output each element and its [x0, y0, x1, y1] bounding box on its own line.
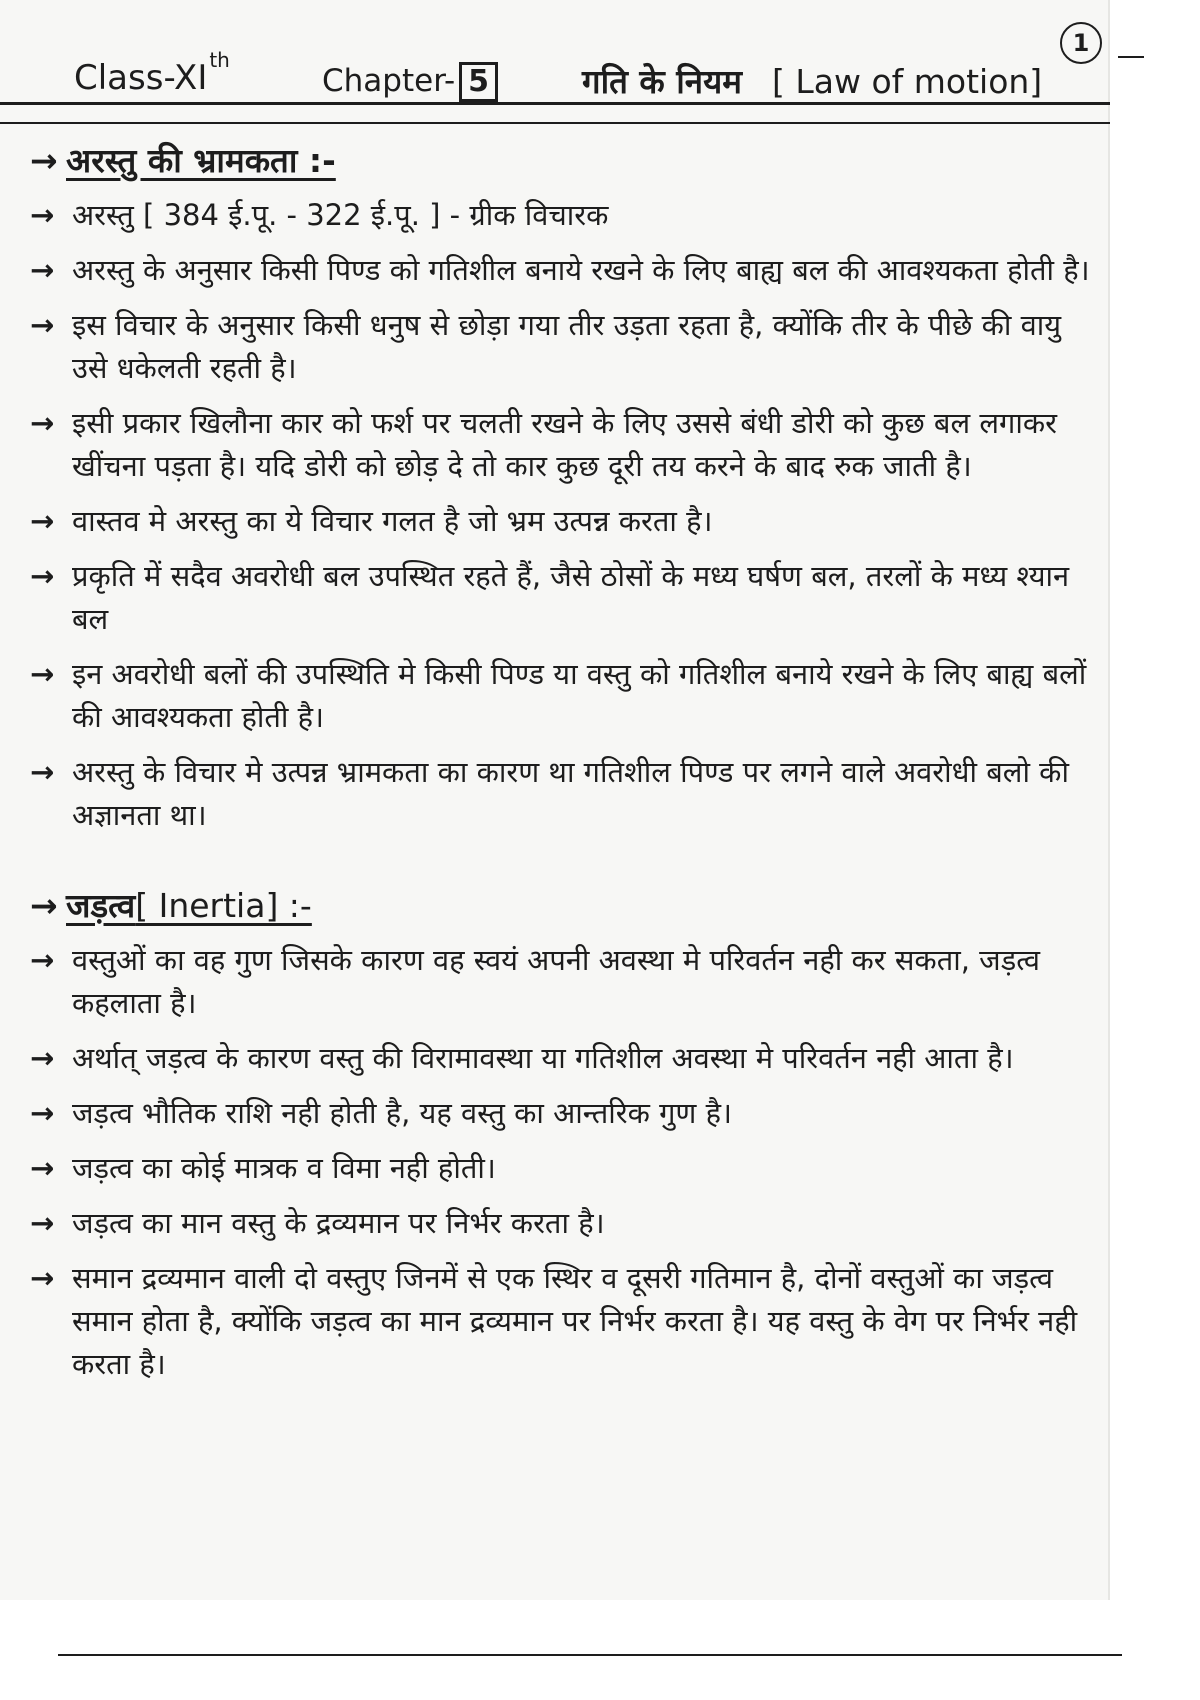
section-heading-text: अरस्तु की भ्रामकता :-: [66, 141, 336, 180]
arrow-icon: →: [30, 253, 55, 287]
list-item-text: जड़त्व भौतिक राशि नही होती है, यह वस्तु का आन्तरिक गुण है।: [72, 1096, 732, 1130]
chapter-text: Chapter-: [322, 63, 456, 99]
class-label: [74, 48, 230, 98]
list-item: [30, 1257, 1100, 1386]
page-edge: [1108, 0, 1110, 1600]
list-item: [30, 194, 1100, 237]
arrow-icon: →: [30, 1206, 55, 1240]
chapter-title-english: [ Law of motion]: [772, 62, 1043, 101]
arrow-icon: →: [30, 308, 55, 342]
arrow-icon: →: [30, 198, 55, 232]
list-item-text: अर्थात् जड़त्व के कारण वस्तु की विरामावस्था या गतिशील अवस्था मे परिवर्तन नही आता है।: [72, 1041, 1014, 1075]
chapter-number-box: 5: [459, 62, 498, 102]
arrow-icon: →: [30, 1096, 55, 1130]
list-item-text: वस्तुओं का वह गुण जिसके कारण वह स्वयं अपनी अवस्था मे परिवर्तन नही कर सकता, जड़त्व कहलाता है।: [72, 943, 1041, 1020]
section-heading-inertia: [30, 883, 1100, 929]
list-item: [30, 653, 1100, 739]
margin-dash: [1118, 56, 1144, 58]
chapter-title-hindi: गति के नियम: [582, 62, 742, 101]
list-item: [30, 1037, 1100, 1080]
list-item-text: जड़त्व का कोई मात्रक व विमा नही होती।: [72, 1151, 496, 1185]
list-item: [30, 751, 1100, 837]
chapter-label: [322, 62, 498, 102]
section-heading-hindi: [66, 886, 312, 925]
header-rule: [0, 102, 1110, 105]
list-item-text: वास्तव मे अरस्तु का ये विचार गलत है जो भ्रम उत्पन्न करता है।: [72, 504, 713, 538]
list-item: [30, 249, 1100, 292]
list-item-text: इस विचार के अनुसार किसी धनुष से छोड़ा गया तीर उड़ता रहता है, क्योंकि तीर के पीछे की वायु उसे धकेलती रहती है।: [72, 308, 1062, 385]
arrow-icon: →: [30, 1151, 55, 1185]
list-item: [30, 500, 1100, 543]
arrow-icon: →: [30, 886, 58, 925]
list-item: [30, 1202, 1100, 1245]
list-item-text: इन अवरोधी बलों की उपस्थिति मे किसी पिण्ड या वस्तु को गतिशील बनाये रखने के लिए बाह्य बलों की आवश्यकता होती है।: [72, 657, 1087, 734]
list-item: [30, 555, 1100, 641]
page-header: [0, 29, 1110, 110]
list-item: [30, 402, 1100, 488]
arrow-icon: →: [30, 504, 55, 538]
header-rule-second: [0, 122, 1110, 124]
arrow-icon: →: [30, 406, 55, 440]
arrow-icon: →: [30, 1261, 55, 1295]
page-number-circle: 1: [1060, 22, 1102, 64]
list-item: [30, 304, 1100, 390]
arrow-icon: →: [30, 755, 55, 789]
list-item-text: प्रकृति में सदैव अवरोधी बल उपस्थित रहते हैं, जैसे ठोसों के मध्य घर्षण बल, तरलों के मध्य श्यान बल: [72, 559, 1070, 636]
footer-rule: [58, 1654, 1122, 1656]
list-item-text: अरस्तु के विचार मे उत्पन्न भ्रामकता का कारण था गतिशील पिण्ड पर लगने वाले अवरोधी बलो की अज्ञानता था।: [72, 755, 1069, 832]
inertia-hindi-word: जड़त्व: [66, 886, 136, 925]
list-item-text: अरस्तु [ 384 ई.पू. - 322 ई.पू. ] - ग्रीक विचारक: [72, 198, 609, 232]
list-item: [30, 1147, 1100, 1190]
class-superscript: th: [209, 48, 230, 72]
arrow-icon: →: [30, 141, 58, 180]
inertia-english-word: [ Inertia] :-: [135, 886, 312, 925]
arrow-icon: →: [30, 1041, 55, 1075]
list-item-text: समान द्रव्यमान वाली दो वस्तुए जिनमें से एक स्थिर व दूसरी गतिमान है, दोनों वस्तुओं का जड़त्व समान होता है, क्योंकि जड़त्व का मान द्रव्यमान पर निर्भर करता है। यह वस्तु के वेग पर निर्भर नही करता है।: [72, 1261, 1078, 1381]
list-item: [30, 1092, 1100, 1135]
list-item-text: अरस्तु के अनुसार किसी पिण्ड को गतिशील बनाये रखने के लिए बाह्य बल की आवश्यकता होती है।: [72, 253, 1090, 287]
list-item: [30, 939, 1100, 1025]
list-item-text: इसी प्रकार खिलौना कार को फर्श पर चलती रखने के लिए उससे बंधी डोरी को कुछ बल लगाकर खींचना पड़ता है। यदि डोरी को छोड़ दे तो कार कुछ दूरी तय करने के बाद रुक जाती है।: [72, 406, 1057, 483]
arrow-icon: →: [30, 559, 55, 593]
section-gap: [30, 849, 1100, 883]
list-item-text: जड़त्व का मान वस्तु के द्रव्यमान पर निर्भर करता है।: [72, 1206, 605, 1240]
notes-content: [30, 138, 1100, 1398]
arrow-icon: →: [30, 943, 55, 977]
section-heading-aristotle: [30, 138, 1100, 184]
arrow-icon: →: [30, 657, 55, 691]
class-text: Class-XI: [74, 58, 208, 98]
